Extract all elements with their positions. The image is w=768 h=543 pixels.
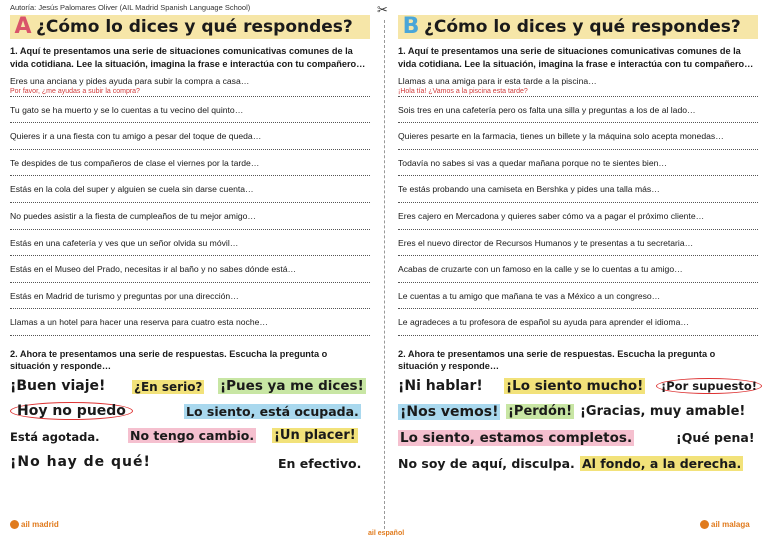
response-card: ¡Buen viaje! — [10, 377, 106, 394]
situation-item — [10, 97, 370, 124]
situation-item — [398, 97, 758, 124]
situation-text: Estás en Madrid de turismo y preguntas por una dirección… — [10, 290, 239, 301]
situation-text: Quieres ir a una fiesta con tu amigo a pesar del toque de queda… — [10, 131, 262, 142]
situation-text: Acabas de cruzarte con un famoso en la calle y se lo cuentas a tu amigo… — [398, 264, 683, 275]
response-card: No soy de aquí, disculpa. — [398, 455, 575, 471]
situation-item — [10, 283, 370, 310]
logo-icon — [10, 520, 19, 529]
author-spacer — [398, 3, 758, 13]
situation-item — [398, 203, 758, 230]
response-card: Está agotada. — [10, 429, 100, 444]
response-card: En efectivo. — [278, 455, 362, 471]
response-card: ¡Qué pena! — [676, 429, 755, 445]
response-card: ¡Por supuesto! — [656, 378, 762, 394]
situation-item — [398, 283, 758, 310]
situation-text: Tu gato se ha muerto y se lo cuentas a tu vecino del quinto… — [10, 104, 244, 115]
situation-item — [398, 176, 758, 203]
situation-text: Le agradeces a tu profesora de español su ayuda para aprender el idioma… — [398, 317, 689, 328]
scissors-icon: ✂ — [377, 2, 388, 17]
situation-text: Llamas a una amiga para ir esta tarde a la piscina… — [398, 76, 597, 86]
situation-text: Eres cajero en Mercadona y quieres saber cómo va a pagar el próximo cliente… — [398, 210, 705, 221]
situation-item — [10, 150, 370, 177]
situation-text: Le cuentas a tu amigo que mañana te vas a México a un congreso… — [398, 290, 661, 301]
situation-item — [10, 176, 370, 203]
situation-text: Te estás probando una camiseta en Bershka y pides una talla más… — [398, 184, 660, 195]
ail-malaga-logo — [700, 520, 750, 529]
situation-item — [10, 123, 370, 150]
situation-item — [10, 309, 370, 336]
response-card: ¡Lo siento mucho! — [506, 377, 644, 394]
response-card: ¡Gracias, muy amable! — [580, 403, 746, 419]
response-card: ¡Pues ya me dices! — [220, 377, 364, 394]
instructions-1-b: 1. Aquí te presentamos una serie de situaciones comunicativas comunes de la vida cotidiana. Lee la situación, imagina la frase e interactúa con tu compañero… — [398, 46, 754, 69]
situation-item — [398, 230, 758, 257]
situation-text: No puedes asistir a la fiesta de cumpleaños de tu mejor amigo… — [10, 210, 257, 221]
situation-text: Te despides de tus compañeros de clase el viernes por la tarde… — [10, 157, 260, 168]
cut-line — [384, 20, 385, 529]
instructions-2: 2. Ahora te presentamos una serie de respuestas. Escucha la pregunta o situación y responde… — [10, 348, 328, 371]
situation-item — [398, 150, 758, 177]
response-card: Al fondo, a la derecha. — [582, 455, 742, 471]
situation-text: Estás en una cafetería y ves que un señor olvida su móvil… — [10, 237, 239, 248]
situation-text: Estás en el Museo del Prado, necesitas ir al baño y no sabes dónde está… — [10, 264, 297, 275]
author-credit: Autoría: Jesús Palomares Oliver (AIL Madrid Spanish Language School) — [10, 3, 251, 12]
logo-icon — [700, 520, 709, 529]
situation-text: Eres una anciana y pides ayuda para subir la compra a casa… — [10, 76, 250, 86]
situation-text: Llamas a un hotel para hacer una reserva para cuatro esta noche… — [10, 317, 268, 328]
ail-espanol-logo: ail español — [368, 530, 405, 537]
column-b — [398, 0, 758, 529]
situation-list-b — [398, 70, 758, 336]
response-card: ¡Un placer! — [274, 427, 356, 443]
situation-text: Estás en la cola del super y alguien se cuela sin darse cuenta… — [10, 184, 254, 195]
example-answer: ¡Hola tía! ¿Vamos a la piscina esta tarde? — [398, 88, 528, 95]
title-bar-a — [10, 15, 370, 39]
column-a — [10, 0, 370, 529]
situation-item — [10, 203, 370, 230]
response-card: Hoy no puedo — [10, 402, 133, 420]
situation-text: Sois tres en una cafetería pero os falta una silla y preguntas a los de al lado… — [398, 104, 696, 115]
letter-b-badge: B — [402, 14, 420, 39]
response-grid-a — [10, 378, 370, 482]
situation-item — [10, 70, 370, 97]
instructions-2-b: 2. Ahora te presentamos una serie de respuestas. Escucha la pregunta o situación y responde… — [398, 348, 716, 371]
response-card: ¡Ni hablar! — [398, 377, 483, 394]
title-bar-b — [398, 15, 758, 39]
letter-a-badge: A — [14, 14, 32, 39]
situation-item — [10, 256, 370, 283]
response-card: ¡Perdón! — [508, 403, 573, 419]
situation-text: Quieres pesarte en la farmacia, tienes un billete y la máquina solo acepta monedas… — [398, 131, 724, 142]
logo-text: ail malaga — [711, 520, 750, 529]
instructions-1: 1. Aquí te presentamos una serie de situaciones comunicativas comunes de la vida cotidiana. Lee la situación, imagina la frase e interactúa con tu compañero… — [10, 46, 366, 69]
situation-item — [398, 309, 758, 336]
response-card: ¡No hay de qué! — [10, 453, 151, 470]
logo-text: ail madrid — [21, 520, 59, 529]
ail-madrid-logo — [10, 520, 59, 529]
situation-text: Eres el nuevo director de Recursos Humanos y te presentas a tu secretaria… — [398, 237, 694, 248]
response-grid-b — [398, 378, 758, 482]
situation-text: Todavía no sabes si vas a quedar mañana porque no te sientes bien… — [398, 157, 667, 168]
situation-item — [398, 123, 758, 150]
situation-list — [10, 70, 370, 336]
situation-item — [398, 256, 758, 283]
situation-item — [10, 230, 370, 257]
situation-item — [398, 70, 758, 97]
response-card: No tengo cambio. — [130, 427, 255, 443]
response-card: Lo siento, está ocupada. — [186, 403, 359, 419]
page-title: ¿Cómo lo dices y qué respondes? — [36, 17, 353, 37]
example-answer: Por favor, ¿me ayudas a subir la compra? — [10, 88, 140, 95]
response-card: Lo siento, estamos completos. — [400, 429, 633, 446]
response-card: ¿En serio? — [134, 379, 203, 394]
page-title-b: ¿Cómo lo dices y qué respondes? — [424, 17, 741, 37]
response-card: ¡Nos vemos! — [400, 403, 499, 420]
